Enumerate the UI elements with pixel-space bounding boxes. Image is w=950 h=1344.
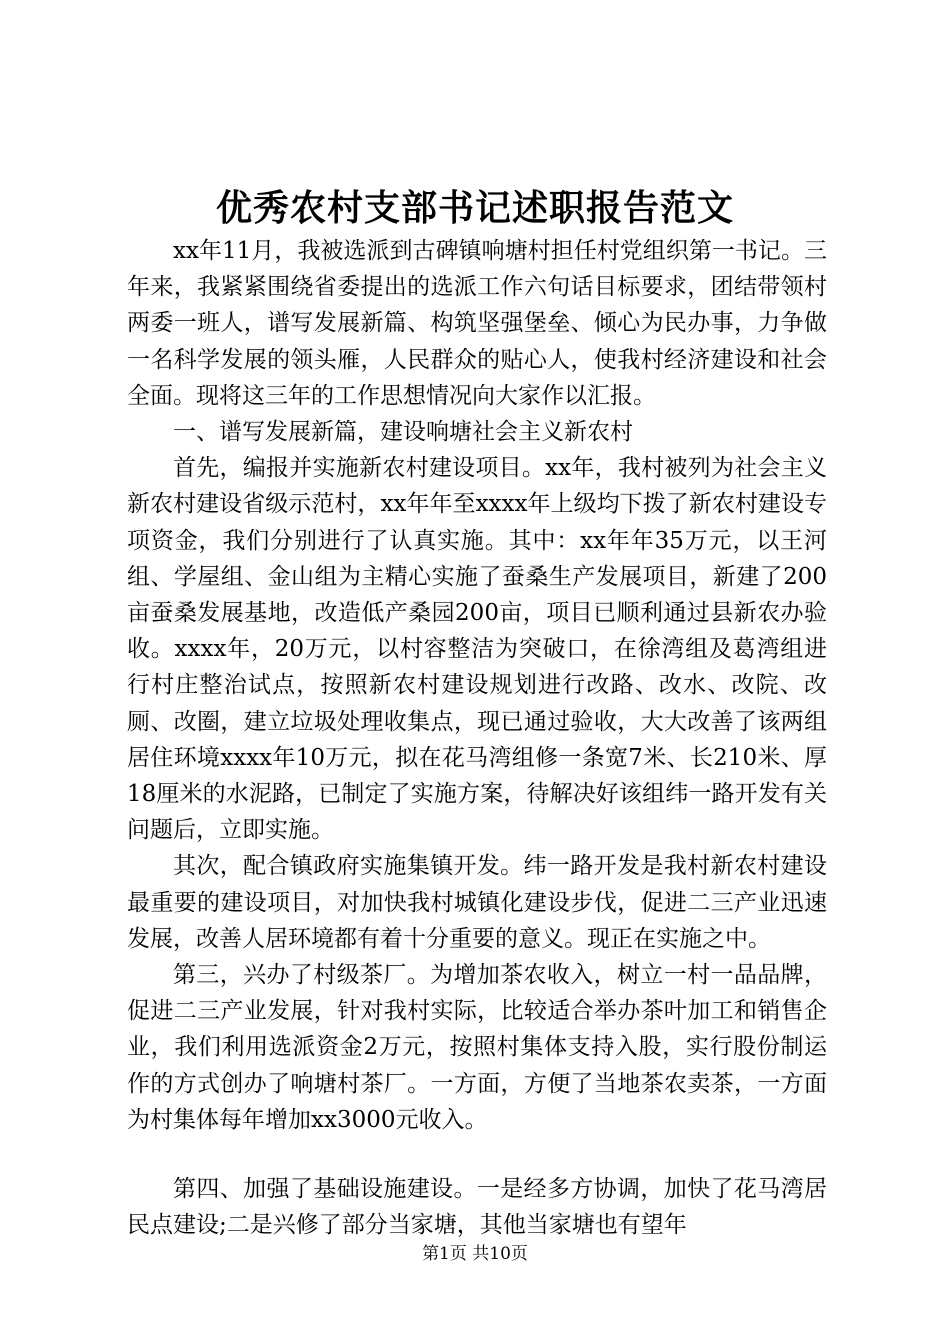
document-body <box>127 233 827 1243</box>
paragraph-intro: xx年11月，我被选派到古碑镇响塘村担任村党组织第一书记。三年来，我紧紧围绕省委提出的选派工作六句话目标要求，团结带领村两委一班人，谱写发展新篇、构筑坚强堡垒、倾心为民办事，力争做一名科学发展的领头雁，人民群众的贴心人，使我村经济建设和社会全面。现将这三年的工作思想情况向大家作以汇报。 <box>127 238 827 409</box>
paragraph-first: 首先，编报并实施新农村建设项目。xx年，我村被列为社会主义新农村建设省级示范村，xx年年至xxxx年上级均下拨了新农村建设专项资金，我们分别进行了认真实施。其中：xx年年35万元，以王河组、学屋组、金山组为主精心实施了蚕桑生产发展项目，新建了200亩蚕桑发展基地，改造低产桑园200亩，项目已顺利通过县新农办验收。xxxx年，20万元，以村容整洁为突破口，在徐湾组及葛湾组进行村庄整治试点，按照新农村建设规划进行改路、改水、改院、改厕、改圈，建立垃圾处理收集点，现已通过验收，大大改善了该两组居住环境xxxx年10万元，拟在花马湾组修一条宽7米、长210米、厚18厘米的水泥路，已制定了实施方案，待解决好该组纬一路开发有关问题后，立即实施。 <box>127 455 827 844</box>
paragraph-third: 第三，兴办了村级茶厂。为增加茶农收入，树立一村一品品牌，促进二三产业发展，针对我村实际，比较适合举办茶叶加工和销售企业，我们利用选派资金2万元，按照村集体支持入股，实行股份制运作的方式创办了响塘村茶厂。一方面，方便了当地茶农卖茶，一方面为村集体每年增加xx3000元收入。 <box>127 962 827 1133</box>
page-number-footer: 第1页 共10页 <box>422 1244 528 1264</box>
paragraph-second: 其次，配合镇政府实施集镇开发。纬一路开发是我村新农村建设最重要的建设项目，对加快我村城镇化建设步伐，促进二三产业迅速发展，改善人居环境都有着十分重要的意义。现正在实施之中。 <box>127 853 827 952</box>
paragraph-fourth: 第四、加强了基础设施建设。一是经多方协调，加快了花马湾居民点建设;二是兴修了部分当家塘，其他当家塘也有望年 <box>127 1176 827 1239</box>
document-title: 优秀农村支部书记述职报告范文 <box>215 187 734 229</box>
section-heading: 一、谱写发展新篇，建设响塘社会主义新农村 <box>173 419 633 446</box>
